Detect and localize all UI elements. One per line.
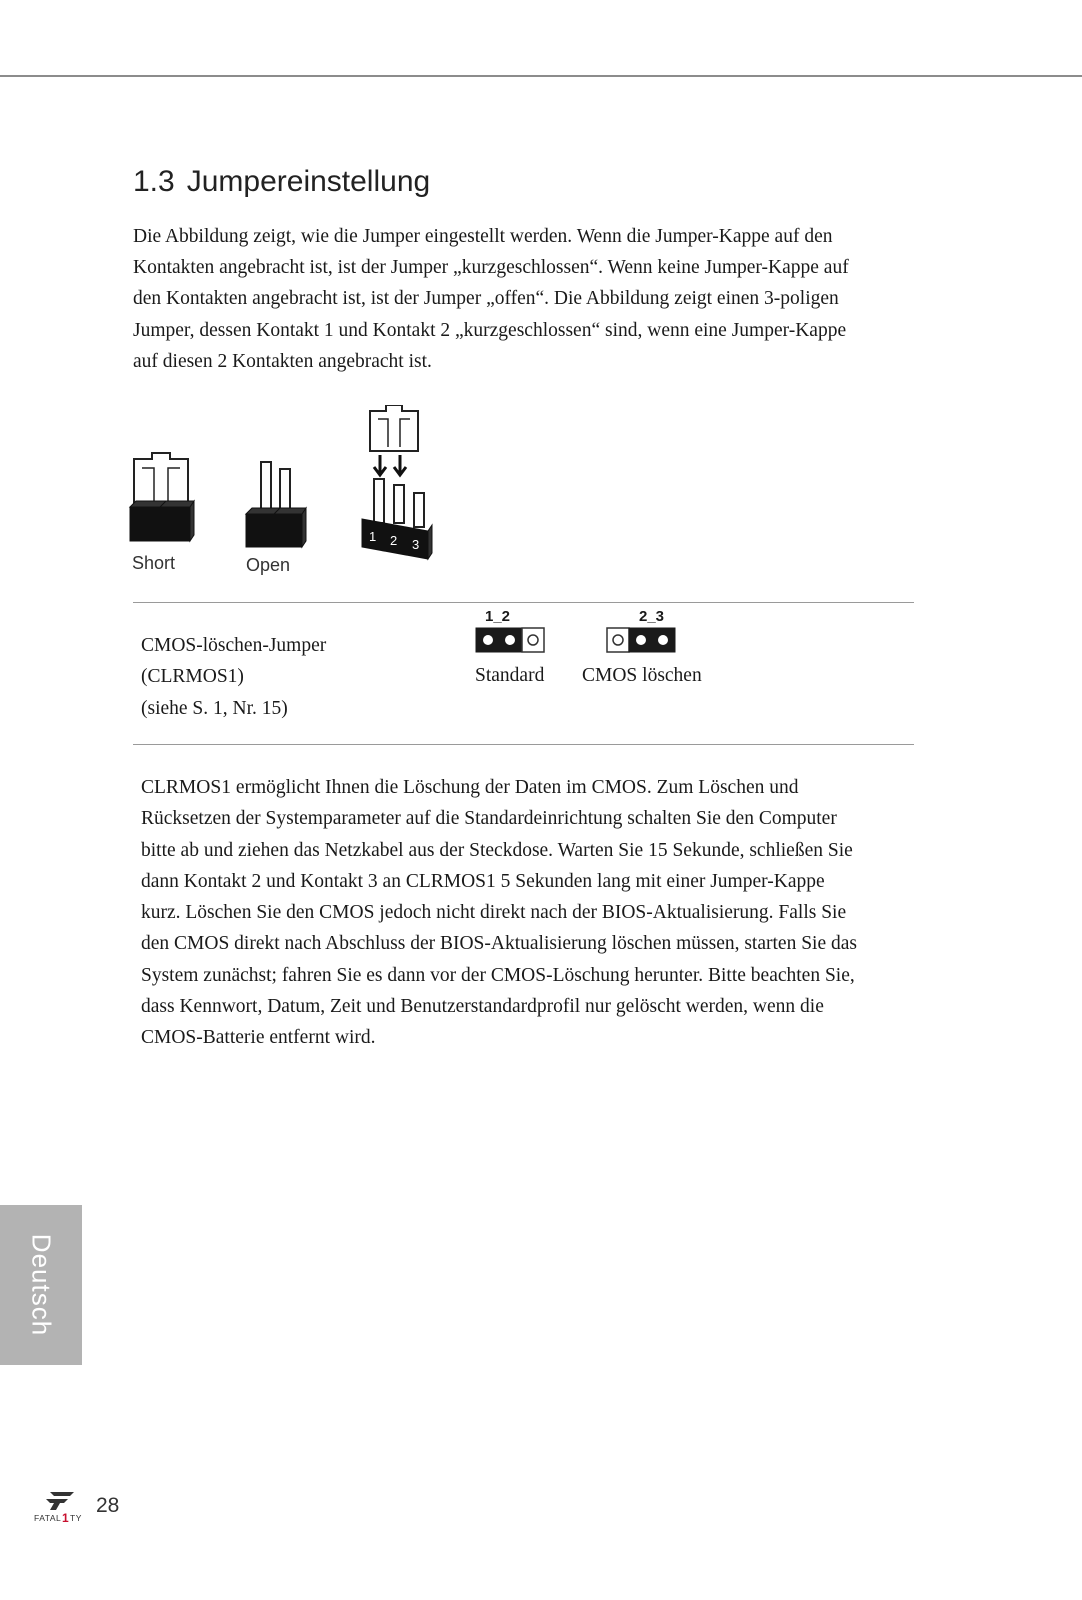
table-bottom-rule — [133, 744, 914, 745]
open-label: Open — [246, 555, 291, 575]
intro-paragraph: Die Abbildung zeigt, wie die Jumper eingestellt werden. Wenn die Jumper-Kappe auf den Kontakten angebracht ist, ist der Jumper „kurzgeschlossen“. Wenn keine Jumper-Kappe auf den Kontakten angebracht ist, ist der Jumper „offen“. Die Abbildung zeigt einen 3-poligen Jumper, dessen Kontakt 1 und Kontakt 2 „kurzgeschlossen“ sind, wenn eine Jumper-Kappe auf diesen 2 Kontakten angebracht ist. — [133, 226, 849, 372]
setting-standard — [475, 608, 547, 687]
cmos-jumper-label — [141, 630, 326, 724]
section-title-text: Jumpereinstellung — [186, 165, 431, 198]
setting-clear-pins: 2_3 — [639, 608, 665, 625]
setting-clear-cmos — [582, 608, 702, 687]
setting-standard-pins: 1_2 — [485, 608, 511, 625]
svg-text:1: 1 — [62, 1511, 69, 1524]
short-jumper-icon — [130, 453, 194, 541]
cmos-jumper-reference: (siehe S. 1, Nr. 15) — [141, 697, 288, 719]
pin-header-1-2-icon — [475, 626, 547, 654]
svg-text:TY: TY — [70, 1513, 82, 1523]
setting-clear-caption: CMOS löschen — [582, 665, 702, 686]
pin-number-1: 1 — [369, 529, 377, 544]
short-label: Short — [132, 553, 176, 573]
cmos-description: CLRMOS1 ermöglicht Ihnen die Löschung der Daten im CMOS. Zum Löschen und Rücksetzen der Systemparameter auf die Standardeinrichtung schalten Sie den Computer bitte ab und ziehen das Netzkabel aus der Steckdose. Warten Sie 15 Sekunde, schließen Sie dann Kontakt 2 und Kontakt 3 an CLRMOS1 5 Sekunden lang mit einer Jumper-Kappe kurz. Löschen Sie den CMOS jedoch nicht direkt nach der BIOS-Aktualisierung. Falls Sie den CMOS direkt nach Abschluss der BIOS-Aktualisierung löschen müssen, starten Sie das System zunächst; fahren Sie es dann vor der CMOS-Löschung herunter. Bitte beachten Sie, dass Kennwort, Datum, Zeit und Benutzerstandardprofil nur gelöscht werden, wenn die CMOS-Batterie entfernt wird. — [141, 777, 857, 1049]
pin-number-3: 3 — [412, 537, 420, 552]
pin-number-2: 2 — [390, 533, 398, 548]
setting-standard-caption: Standard — [475, 665, 545, 686]
cmos-jumper-id: (CLRMOS1) — [141, 666, 244, 688]
jumper-illustration — [128, 405, 448, 580]
cmos-jumper-name: CMOS-löschen-Jumper — [141, 635, 327, 656]
open-jumper-icon — [246, 462, 306, 547]
table-top-rule — [133, 602, 914, 603]
page-number: 28 — [96, 1494, 120, 1517]
top-rule — [0, 75, 1082, 77]
section-number: 1.3 — [133, 165, 175, 198]
svg-text:FATAL: FATAL — [34, 1513, 62, 1523]
language-tab-label: Deutsch — [26, 1233, 57, 1337]
fatal1ty-logo — [34, 1488, 90, 1524]
section-title — [133, 165, 430, 199]
pin-header-2-3-icon — [606, 626, 698, 654]
language-tab — [0, 1205, 82, 1365]
